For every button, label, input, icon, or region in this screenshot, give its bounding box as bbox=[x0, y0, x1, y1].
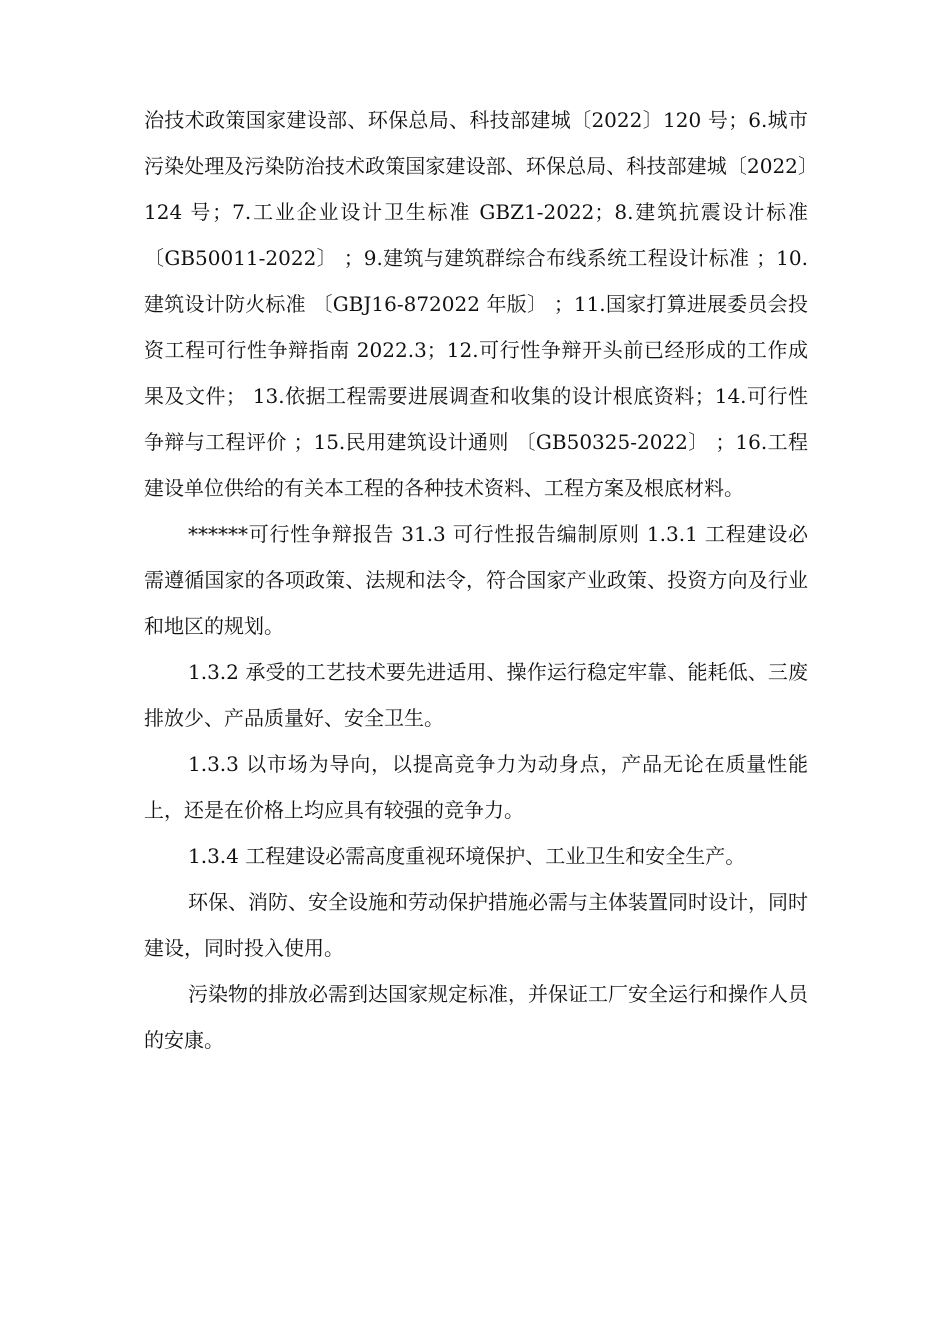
paragraph-pollutant-discharge: 污染物的排放必需到达国家规定标准，并保证工厂安全运行和操作人员的安康。 bbox=[144, 982, 808, 1052]
paragraph-safety-facilities: 环保、消防、安全设施和劳动保护措施必需与主体装置同时设计，同时建设，同时投入使用。 bbox=[144, 890, 808, 960]
document-body bbox=[144, 97, 808, 1063]
paragraph-references-list: 治技术政策国家建设部、环保总局、科技部建城〔2022〕120 号；6.城市污染处理及污染防治技术政策国家建设部、环保总局、科技部建城〔2022〕124 号；7.工业企业设计卫生标准 GBZ1-2022；8.建筑抗震设计标准 〔GB50011-2022〕 ；9.建筑与建筑群综合布线系统工程设计标准 ；10.建筑设计防火标准 〔GBJ16-872022 年版〕 ；11.国家打算进展委员会投资工程可行性争辩指南 2022.3；12.可行性争辩开头前已经形成的工作成果及文件； 13.依据工程需要进展调查和收集的设计根底资料；14.可行性争辩与工程评价 ；15.民用建筑设计通则 〔GB50325-2022〕 ；16.工程建设单位供给的有关本工程的各种技术资料、工程方案及根底材料。 bbox=[144, 108, 808, 500]
paragraph-principle-1-3-3: 1.3.3 以市场为导向，以提高竞争力为动身点，产品无论在质量性能上，还是在价格上均应具有较强的竞争力。 bbox=[144, 752, 808, 822]
paragraph-principle-1-3-4: 1.3.4 工程建设必需高度重视环境保护、工业卫生和安全生产。 bbox=[188, 844, 746, 868]
paragraph-principle-1-3-1: ******可行性争辩报告 31.3 可行性报告编制原则 1.3.1 工程建设必需遵循国家的各项政策、法规和法令，符合国家产业政策、投资方向及行业和地区的规划。 bbox=[144, 522, 808, 638]
paragraph-principle-1-3-2: 1.3.2 承受的工艺技术要先进适用、操作运行稳定牢靠、能耗低、三废排放少、产品质量好、安全卫生。 bbox=[144, 660, 808, 730]
